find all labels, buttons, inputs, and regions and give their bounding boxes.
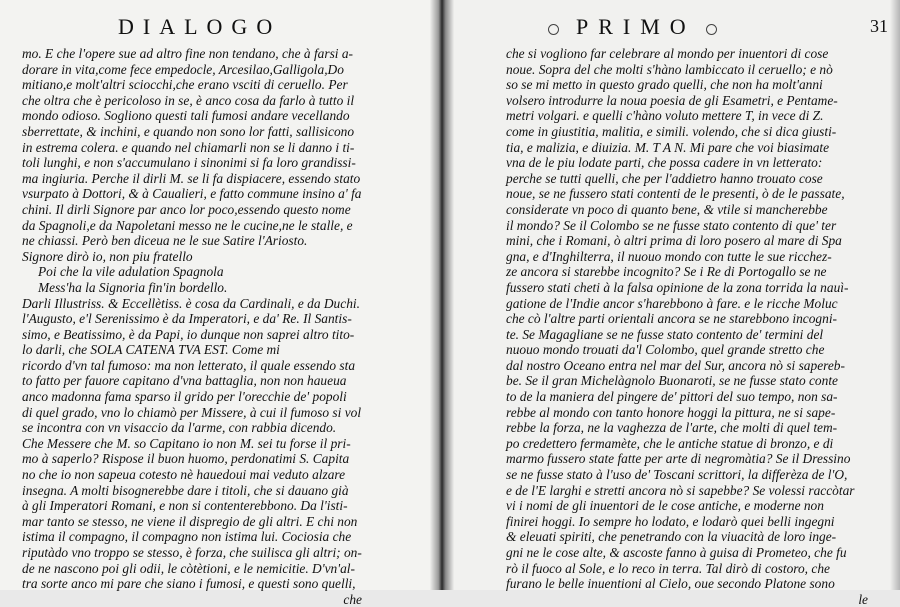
text-line: chini. Il dirli Signore par anco lor poco,essendo questo nome xyxy=(22,201,351,217)
text-line: gatione de l'Indie ancor s'harebbono à fare. e le ricche Moluc xyxy=(506,295,838,311)
running-header-right: PRIMO xyxy=(576,14,696,39)
text-line: mitiano,e molt'altri sciocchi,che erano vsciti di ceruello. Per xyxy=(22,77,348,93)
text-line: à gli Imperatori Romani, e non si contenterebbono. Da l'isti- xyxy=(22,498,348,514)
text-line: & eleuati spiriti, che penetrando con la viuacità de loro inge- xyxy=(506,529,837,545)
text-line: il mondo? Se il Colombo se ne fusse stato contento di que' ter xyxy=(506,217,837,233)
text-line: rebbe la forza, ne la vaghezza de l'arte, che molti di quel tem- xyxy=(506,420,838,436)
book-gutter xyxy=(430,0,454,590)
text-line: furano le belle inuentioni al Cielo, oue secondo Platone sono xyxy=(506,576,835,592)
ornament-circle-icon xyxy=(706,24,717,35)
text-line: mo. E che l'opere sue ad altro fine non tendano, che à farsi a- xyxy=(22,46,353,61)
text-line: di quel grado, vno lo chiamò per Missere, à cui il fumoso si vol xyxy=(22,404,362,420)
text-line: che si vogliono far celebrare al mondo per inuentori di cose xyxy=(506,46,829,61)
text-line: to de la maniera del pingere de' pittori del suo tempo, non sa- xyxy=(506,389,838,405)
text-line: finirei hoggi. Io sempre ho lodato, e lodarò quei belli ingegni xyxy=(506,513,835,529)
text-line: rò il fuoco al Sole, e lo reco in terra. Tal dirò di costoro, che xyxy=(506,560,830,576)
text-line: se ne fusse stato à l'uso de' Toscani scrittori, la differèza de l'O, xyxy=(506,467,848,483)
text-line: nuouo mondo trouati da'l Colombo, quel grande stretto che xyxy=(506,342,825,358)
text-line: simo, e Beatissimo, è da Papi, io dunque non saprei altro tito- xyxy=(22,326,355,342)
text-line: vi i nomi de gli inuentori de le cose antiche, e moderne non xyxy=(506,498,824,514)
ornament-circle-icon xyxy=(548,24,559,35)
text-line: rebbe al mondo con tanto honore hoggi la pittura, ne si sape- xyxy=(506,404,836,420)
text-line: riputàdo vno troppo se stesso, è forza, che suilisca gli altri; on- xyxy=(22,545,362,560)
text-line: sberrettate, & inchini, e quando non sono lor fatti, sallisicono xyxy=(22,123,355,139)
text-line: Mess'ha la Signoria fin'in bordello. xyxy=(38,279,228,295)
text-line: vsurpato à Dottori, & à Caualieri, e fatto commune insino a' fa xyxy=(22,186,362,202)
text-line: Signore dirò io, non piu fratello xyxy=(22,248,193,264)
text-line: fussero stati cheti à la falsa opinione de la zona torrida la nauì- xyxy=(506,279,849,295)
right-page-text xyxy=(506,46,886,607)
text-line: marmo fussero state fatte per arte di negromàtia? Se il Dressino xyxy=(506,451,851,467)
text-line: lo darli, che SOLA CATENA TVA EST. Come mi xyxy=(22,342,280,358)
text-line: ricordo d'vn tal fumoso: ma non letterato, il quale essendo sta xyxy=(22,357,356,373)
text-line: dal nostro Oceano entra nel mar del Sur, ancora nò si sapereb- xyxy=(506,357,845,373)
text-line: le xyxy=(858,591,868,607)
text-line: volsero introdurre la noua poesia de gli Esametri, e Pentame- xyxy=(506,92,838,108)
text-line: mar tanto se stesso, ne viene il dispregio de gli altri. E chi non xyxy=(22,513,358,529)
text-line: gna, e d'Inghilterra, il nuouo mondo con tutte le sue ricchez- xyxy=(506,248,832,264)
text-line: anco madonna fama sparso il grido per l'orecchie de' popoli xyxy=(22,389,347,405)
text-line: mo à saperlo? Rispose il buon huomo, perdonatimi S. Capita xyxy=(22,451,350,467)
text-line: be. Se il gran Michelàgnolo Buonaroti, se ne fusse stato conte xyxy=(506,373,838,389)
text-line: mini, che i Romani, ò altri prima di loro posero al mare di Spa xyxy=(506,233,842,249)
text-line: noue, se ne fussero stati contenti de le presenti, ò de le passate, xyxy=(506,186,845,202)
text-line: ma ingiuria. Perche il dirli M. se li fa dispiacere, essendo stato xyxy=(22,170,361,186)
text-line: de ne nascono poi gli odii, le còtètioni, e le nemicitie. D'vn'al- xyxy=(22,560,355,576)
page-edge-shadow xyxy=(890,0,900,590)
text-line: Darli Illustriss. & Eccellètiss. è cosa da Cardinali, e da Duchi. xyxy=(22,295,360,311)
text-line: tra sorte anco mi pare che siano i fumosi, e questi sono quelli, xyxy=(22,576,356,592)
text-line: insegna. A molti bisognerebbe dare i titoli, che si dauano già xyxy=(22,482,349,498)
text-line: in estrema colera. e quando nel chiamarli non se li danno i ti- xyxy=(22,139,355,155)
text-line: po credettero fermamète, che le antiche statue di bronzo, e di xyxy=(506,435,834,451)
text-line: che oltra che è pericoloso in se, è anco cosa da farlo à tutto il xyxy=(22,92,355,108)
left-page-text xyxy=(22,46,424,607)
right-page xyxy=(448,0,900,607)
text-line: noue. Sopra del che molti s'hàno lambiccato il ceruello; e nò xyxy=(506,61,833,77)
left-page xyxy=(0,0,436,607)
text-line: vna de le piu lodate parti, che possa cadere in vn letterato: xyxy=(506,155,823,171)
text-line: l'Augusto, e'l Serenissimo è da Imperatori, e da' Re. Il Santis- xyxy=(22,311,352,327)
text-line: e de l'E larghi e stretti ancora nò si sapebbe? Se volessi raccòtar xyxy=(506,482,855,498)
text-line: ne chiassi. Però ben diceua ne le sue Satire l'Ariosto. xyxy=(22,233,308,249)
text-line: mondo odioso. Sogliono questi tali fumosi andare vecellando xyxy=(22,108,350,124)
text-line: no che io non sapeua cotesto nè hauedoui mai veduto alzare xyxy=(22,467,346,483)
text-line: come in giustitia, malitia, e simili. volendo, che si dica giusti- xyxy=(506,123,837,139)
text-line: so se mi metto in questo grado quelli, che non ha molt'anni xyxy=(506,77,823,93)
text-line: to fatto per fauore capitano d'vna battaglia, non non haueua xyxy=(22,373,347,389)
text-line: gni ne le cose alte, & ascoste fanno à guisa di Prometeo, che fu xyxy=(506,545,847,560)
text-line: che cò l'altre parti orientali ancora se ne starebbono incogni- xyxy=(506,311,838,327)
text-line: Poi che la vile adulation Spagnola xyxy=(38,264,224,280)
text-line: tia, e malizia, e diuizia. M. T A N. Mi pare che voi biasimate xyxy=(506,139,830,155)
text-line: ze ancora si starebbe incognito? Se i Re di Portogallo se ne xyxy=(506,264,827,280)
page-number: 31 xyxy=(870,16,888,36)
text-line: se incontra con vn visaccio da l'arme, con rabbia dicendo. xyxy=(22,420,337,436)
text-line: toli lunghi, e non s'accumulano i sinonimi si fa loro grandissi- xyxy=(22,155,356,171)
text-line: te. Se Magagliane se ne fusse stato contento de' termini del xyxy=(506,326,824,342)
text-line: che xyxy=(343,591,362,607)
text-line: da Spagnoli,e da Napoletani messo ne le cucine,ne le stalle, e xyxy=(22,217,353,233)
text-line: perche se tutti quelli, che per l'addietro hanno trouato cose xyxy=(506,170,823,186)
running-header-left: DIALOGO xyxy=(118,14,282,39)
text-line: metri volgari. e quelli c'hàno voluto mettere T, in vece di Z. xyxy=(506,108,824,124)
text-line: considerate vn poco di quanto bene, & vtile si mancherebbe xyxy=(506,201,828,217)
text-line: Che Messere che M. so Capitano io non M. sei tu forse il pri- xyxy=(22,435,351,451)
text-line: dorare in vita,come fece empedocle, Arcesilao,Galligola,Do xyxy=(22,61,344,77)
text-line: istima il compagno, il compagno non istima lui. Cociosia che xyxy=(22,529,352,545)
